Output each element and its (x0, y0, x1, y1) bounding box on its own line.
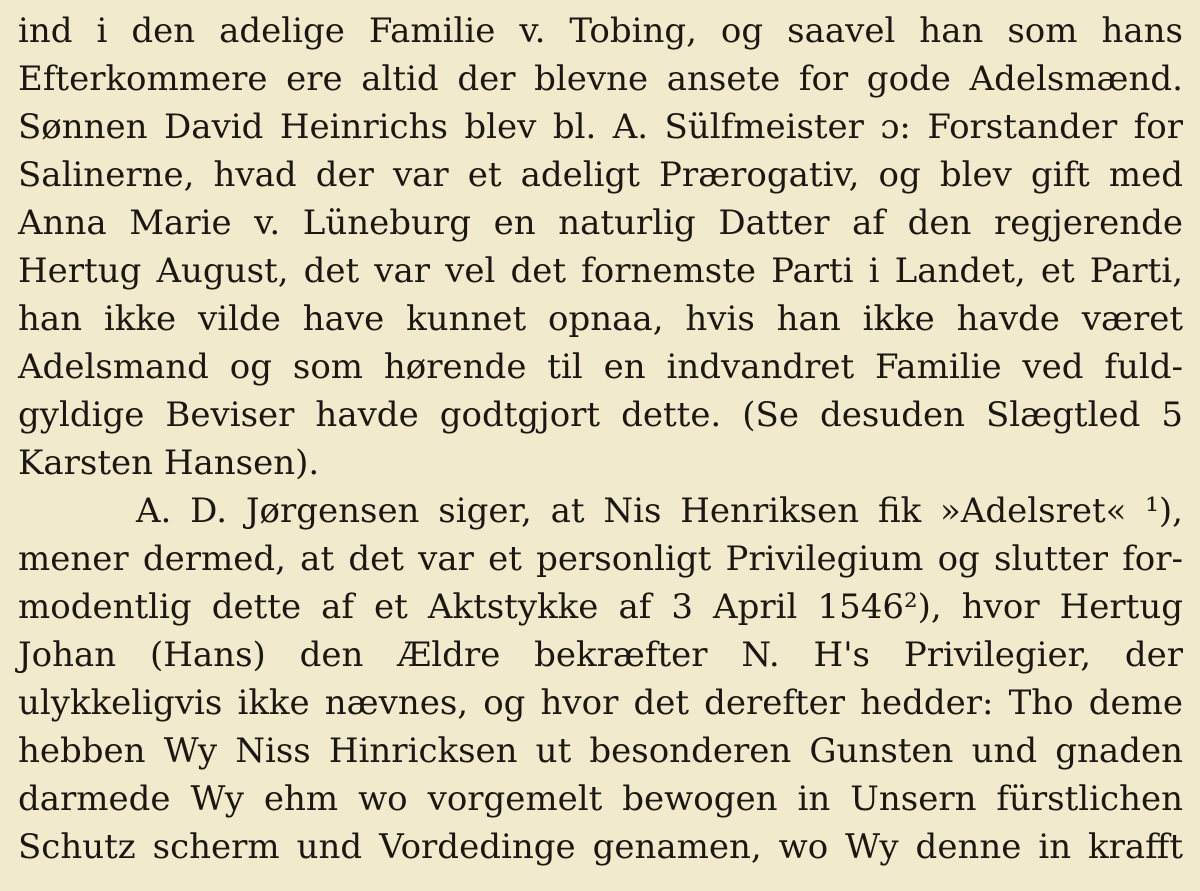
text-line: Johan (Hans) den Ældre bekræfter N. H's Privilegier, der (18, 635, 1183, 675)
text-line: Hertug August, det var vel det fornemste Parti i Landet, et Parti, (18, 251, 1183, 291)
text-line: Salinerne, hvad der var et adeligt Prærogativ, og blev gift med (18, 155, 1183, 195)
text-line: Sønnen David Heinrichs blev bl. A. Sülfmeister ɔ: Forstander for (18, 107, 1183, 147)
text-line: darmede Wy ehm wo vorgemelt bewogen in Unsern fürstlichen (18, 779, 1183, 819)
text-line: Adelsmand og som hørende til en indvandret Familie ved fuld- (18, 347, 1183, 387)
text-line: modentlig dette af et Aktstykke af 3 April 1546²), hvor Hertug (18, 587, 1183, 627)
text-line: mener dermed, at det var et personligt Privilegium og slutter for- (18, 539, 1183, 579)
text-line: Karsten Hansen). (18, 443, 320, 483)
text-line: gyldige Beviser havde godtgjort dette. (Se desuden Slægtled 5 (18, 395, 1183, 435)
text-line: Efterkommere ere altid der blevne ansete for gode Adelsmænd. (18, 59, 1183, 99)
text-line: han ikke vilde have kunnet opnaa, hvis han ikke havde været (18, 299, 1183, 339)
text-line: ulykkeligvis ikke nævnes, og hvor det derefter hedder: Tho deme (18, 683, 1183, 723)
text-line: Anna Marie v. Lüneburg en naturlig Datter af den regjerende (18, 203, 1183, 243)
text-line: A. D. Jørgensen siger, at Nis Henriksen fik »Adelsret« ¹), (136, 491, 1183, 531)
text-line: ind i den adelige Familie v. Tobing, og saavel han som hans (18, 11, 1183, 51)
text-block (18, 7, 1183, 871)
text-line: Schutz scherm und Vordedinge genamen, wo Wy denne in krafft (18, 827, 1183, 867)
text-line: hebben Wy Niss Hinricksen ut besonderen Gunsten und gnaden (18, 731, 1183, 771)
